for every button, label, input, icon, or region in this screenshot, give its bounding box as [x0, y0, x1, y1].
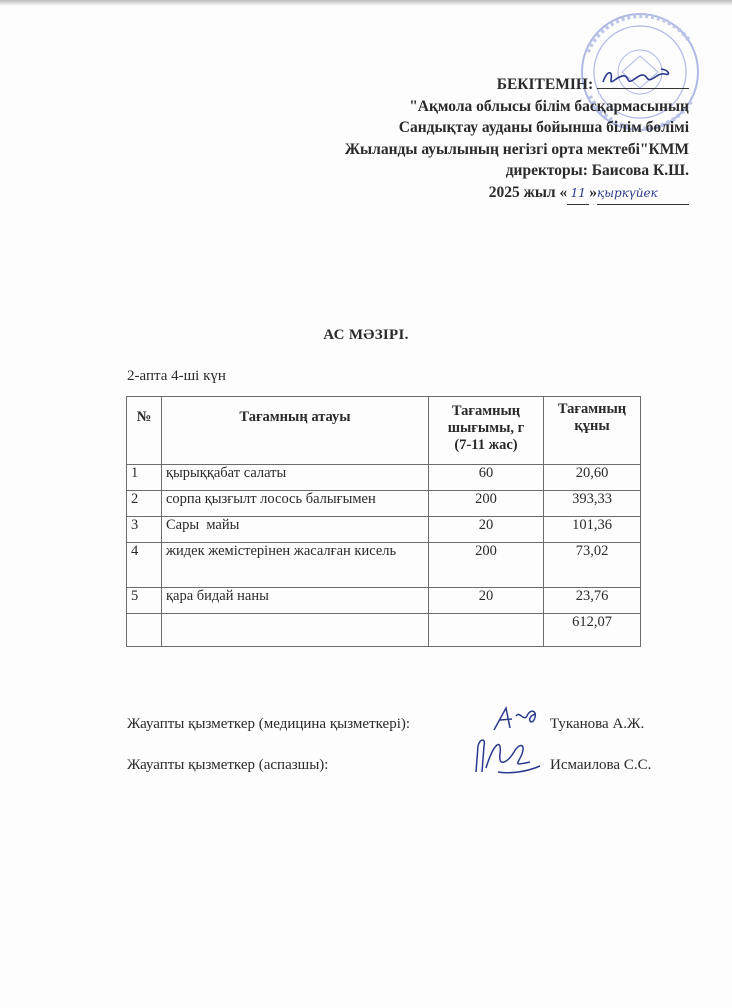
row-num: 2: [127, 491, 162, 517]
table-row: [127, 517, 641, 543]
row-yield: 200: [429, 491, 544, 517]
date-month: қыркүйек: [597, 183, 689, 206]
date-prefix: 2025 жыл «: [488, 183, 568, 201]
approval-block: [269, 72, 689, 205]
menu-table: [126, 396, 641, 647]
responsible-name-cook: Исмаилова С.С.: [550, 757, 652, 773]
week-day-label: 2-апта 4-ші күн: [127, 368, 226, 384]
responsible-name-medical: Туканова А.Ж.: [550, 716, 645, 732]
row-name: қырыққабат салаты: [162, 465, 429, 491]
row-name: қара бидай наны: [162, 588, 429, 614]
header-yield: [429, 397, 544, 465]
row-yield: 20: [429, 588, 544, 614]
medical-signature: [490, 702, 550, 736]
header-yield-line2: шығымы, г: [447, 420, 525, 436]
director-line: директоры: Баисова К.Ш.: [505, 162, 689, 179]
row-num: 5: [127, 588, 162, 614]
row-num: 4: [127, 543, 162, 588]
header-yield-line1: Тағамның: [451, 403, 521, 419]
row-num: 3: [127, 517, 162, 543]
cook-signature: [468, 732, 548, 780]
org-line-1: "Ақмола облысы білім басқармасының: [409, 97, 689, 115]
row-price: 101,36: [544, 517, 641, 543]
total-empty-yield: [429, 614, 544, 647]
table-row: [127, 491, 641, 517]
date-line: [269, 182, 689, 206]
header-name: Тағамның атауы: [162, 397, 429, 465]
row-price: 393,33: [544, 491, 641, 517]
header-price-line1: Тағамның: [557, 401, 627, 417]
row-name: Сары майы: [162, 517, 429, 543]
header-num: №: [127, 397, 162, 465]
header-price: [544, 397, 641, 465]
page-title: АС МӘЗІРІ.: [323, 327, 409, 343]
table-header-row: [127, 397, 641, 465]
row-name: сорпа қызғылт лосось балығымен: [162, 491, 429, 517]
org-line-2: Сандықтау ауданы бойынша білім бөлімі: [398, 119, 689, 136]
org-line-3: Жыланды ауылының негізгі орта мектебі"КММ: [344, 140, 689, 158]
row-yield: 20: [429, 517, 544, 543]
responsible-role-cook: Жауапты қызметкер (аспазшы):: [127, 757, 329, 773]
row-yield: 60: [429, 465, 544, 491]
table-row: [127, 588, 641, 614]
total-empty-name: [162, 614, 429, 647]
total-price: 612,07: [544, 614, 641, 647]
row-name: жидек жемістерінен жасалған кисель: [162, 543, 429, 588]
row-price: 73,02: [544, 543, 641, 588]
total-empty-num: [127, 614, 162, 647]
header-yield-line3: (7-11 жас): [454, 437, 518, 453]
table-row: [127, 543, 641, 588]
director-signature: [597, 72, 689, 89]
scan-edge: [0, 0, 732, 6]
row-price: 23,76: [544, 588, 641, 614]
row-price: 20,60: [544, 465, 641, 491]
director-signature-mark: [599, 66, 691, 88]
responsible-role-medical: Жауапты қызметкер (медицина қызметкері):: [127, 716, 411, 732]
approve-line: [269, 72, 689, 96]
row-yield: 200: [429, 543, 544, 588]
date-day: 11: [567, 183, 589, 206]
table-total-row: [127, 614, 641, 647]
date-mid: »: [589, 183, 597, 201]
table-row: [127, 465, 641, 491]
approve-label: БЕКІТЕМІН:: [496, 76, 594, 93]
header-price-line2: құны: [574, 418, 610, 434]
row-num: 1: [127, 465, 162, 491]
